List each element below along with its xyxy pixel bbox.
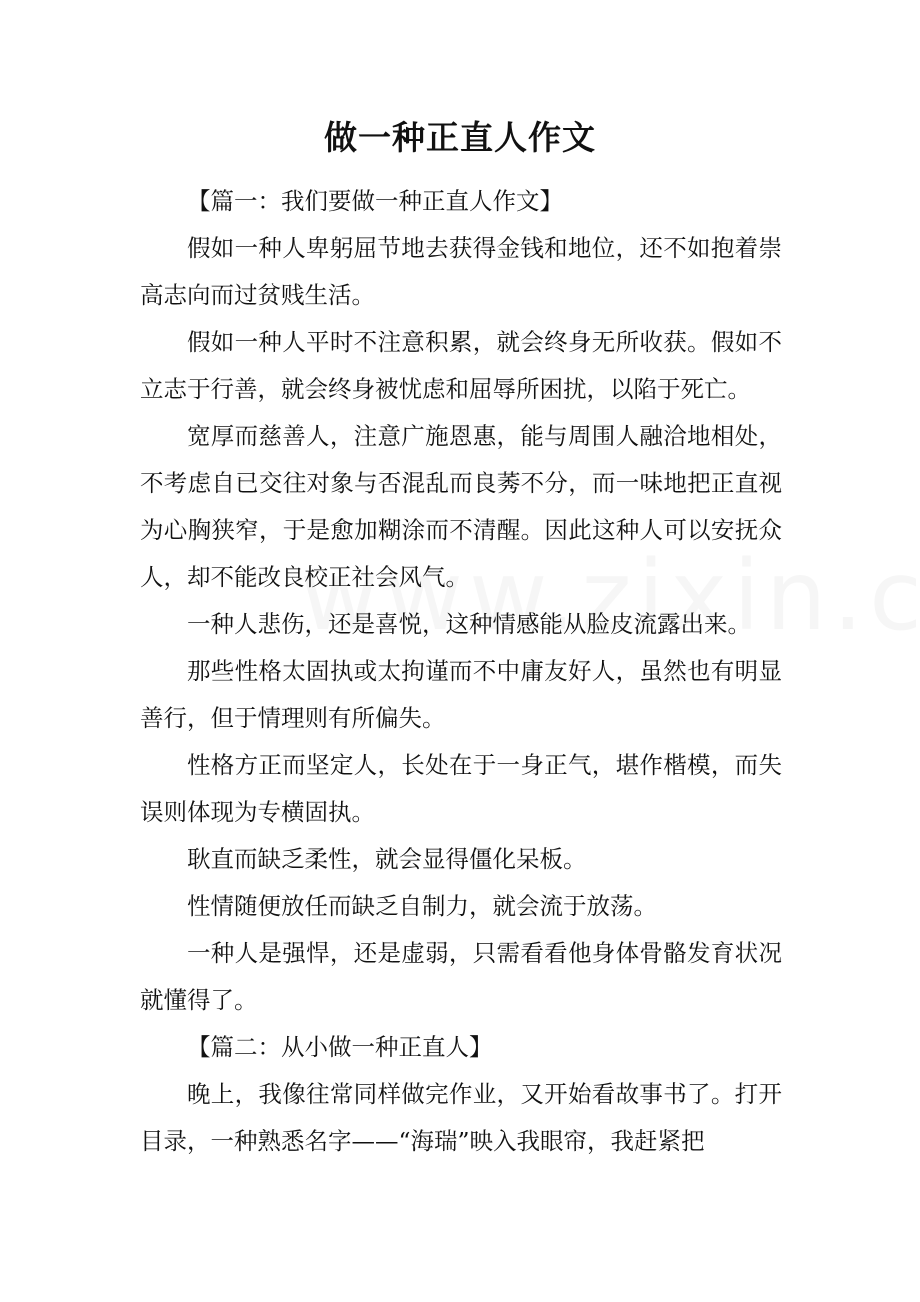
document-body <box>140 178 782 1165</box>
paragraph: 性格方正而坚定人，长处在于一身正气，堪作楷模，而失误则体现为专横固执。 <box>140 751 782 826</box>
paragraph: 耿直而缺乏柔性，就会显得僵化呆板。 <box>187 845 587 873</box>
section-heading-1: 【篇一：我们要做一种正直人作文】 <box>187 187 563 215</box>
document-title: 做一种正直人作文 <box>324 118 596 157</box>
paragraph: 性情随便放任而缺乏自制力，就会流于放荡。 <box>187 892 657 920</box>
section-heading-2: 【篇二：从小做一种正直人】 <box>187 1033 493 1061</box>
paragraph: 宽厚而慈善人，注意广施恩惠，能与周围人融洽地相处，不考虑自已交往对象与否混乱而良莠不分，而一味地把正直视为心胸狭窄，于是愈加糊涂而不清醒。因此这种人可以安抚众人，却不能改良校正社会风气。 <box>140 422 782 591</box>
paragraph: 晚上，我像往常同样做完作业，又开始看故事书了。打开目录，一种熟悉名字——“海瑞”映入我眼帘，我赶紧把 <box>140 1080 782 1155</box>
paragraph: 一种人是强悍，还是虚弱，只需看看他身体骨骼发育状况就懂得了。 <box>140 939 782 1014</box>
paragraph: 假如一种人卑躬屈节地去获得金钱和地位，还不如抱着崇高志向而过贫贱生活。 <box>140 234 782 309</box>
paragraph: 假如一种人平时不注意积累，就会终身无所收获。假如不立志于行善，就会终身被忧虑和屈辱所困扰，以陷于死亡。 <box>140 328 782 403</box>
paragraph: 那些性格太固执或太拘谨而不中庸友好人，虽然也有明显善行，但于情理则有所偏失。 <box>140 657 782 732</box>
paragraph: 一种人悲伤，还是喜悦，这种情感能从脸皮流露出来。 <box>187 610 751 638</box>
